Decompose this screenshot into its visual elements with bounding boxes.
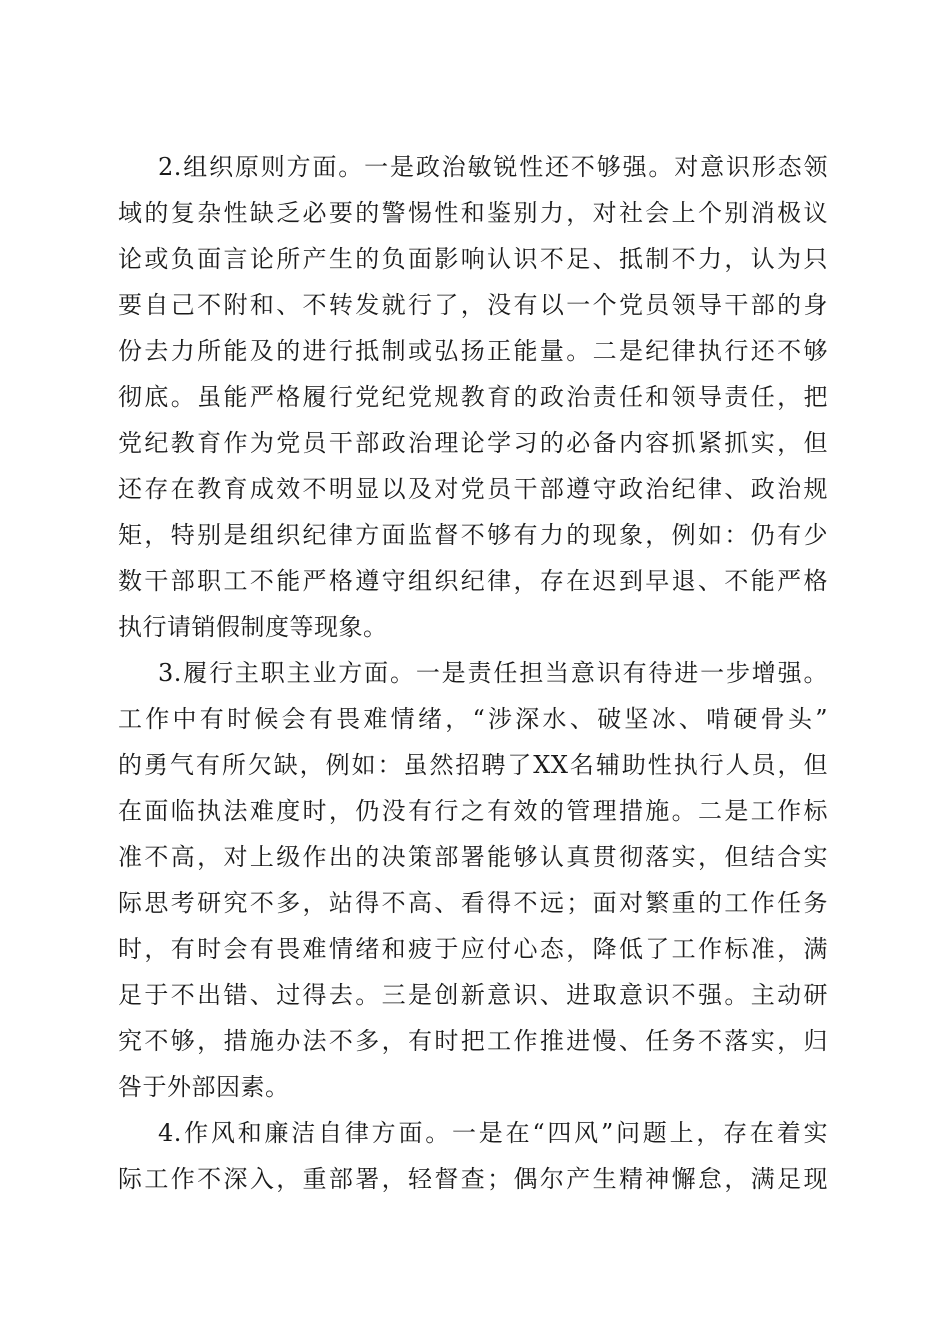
text-line: 要自己不附和、不转发就行了，没有以一个党员领导干部的身 [118, 291, 828, 319]
paragraph-work-style-integrity [118, 1110, 828, 1202]
text-line: 际工作不深入，重部署，轻督查；偶尔产生精神懈怠，满足现 [118, 1165, 828, 1193]
text-line: 4.作风和廉洁自律方面。一是在“四风”问题上，存在着实 [158, 1119, 828, 1147]
text-line: 还存在教育成效不明显以及对党员干部遵守政治纪律、政治规 [118, 475, 828, 503]
text-line: 际思考研究不多，站得不高、看得不远；面对繁重的工作任务 [118, 889, 828, 917]
text-line: 执行请销假制度等现象。 [118, 613, 388, 641]
text-line: 3.履行主职主业方面。一是责任担当意识有待进一步增强。 [158, 659, 828, 687]
text-line: 份去力所能及的进行抵制或弘扬正能量。二是纪律执行还不够 [118, 337, 828, 365]
text-line: 的勇气有所欠缺，例如：虽然招聘了XX名辅助性执行人员，但 [118, 751, 828, 779]
text-line: 党纪教育作为党员干部政治理论学习的必备内容抓紧抓实，但 [118, 429, 828, 457]
text-line: 时，有时会有畏难情绪和疲于应付心态，降低了工作标准，满 [118, 935, 828, 963]
document-body [118, 144, 828, 1202]
text-line: 数干部职工不能严格遵守组织纪律，存在迟到早退、不能严格 [118, 567, 828, 595]
text-line: 足于不出错、过得去。三是创新意识、进取意识不强。主动研 [118, 981, 828, 1009]
text-line: 论或负面言论所产生的负面影响认识不足、抵制不力，认为只 [118, 245, 828, 273]
text-line: 矩，特别是组织纪律方面监督不够有力的现象，例如：仍有少 [118, 521, 828, 549]
paragraph-organization-principles [118, 144, 828, 650]
text-line: 彻底。虽能严格履行党纪党规教育的政治责任和领导责任，把 [118, 383, 828, 411]
text-line: 工作中有时候会有畏难情绪，“涉深水、破坚冰、啃硬骨头” [118, 705, 828, 733]
text-line: 准不高，对上级作出的决策部署能够认真贯彻落实，但结合实 [118, 843, 828, 871]
text-line: 究不够，措施办法不多，有时把工作推进慢、任务不落实，归 [118, 1027, 828, 1055]
text-line: 在面临执法难度时，仍没有行之有效的管理措施。二是工作标 [118, 797, 828, 825]
text-line: 域的复杂性缺乏必要的警惕性和鉴别力，对社会上个别消极议 [118, 199, 828, 227]
paragraph-main-duties [118, 650, 828, 1110]
text-line: 咎于外部因素。 [118, 1073, 290, 1101]
text-line: 2.组织原则方面。一是政治敏锐性还不够强。对意识形态领 [158, 153, 828, 181]
